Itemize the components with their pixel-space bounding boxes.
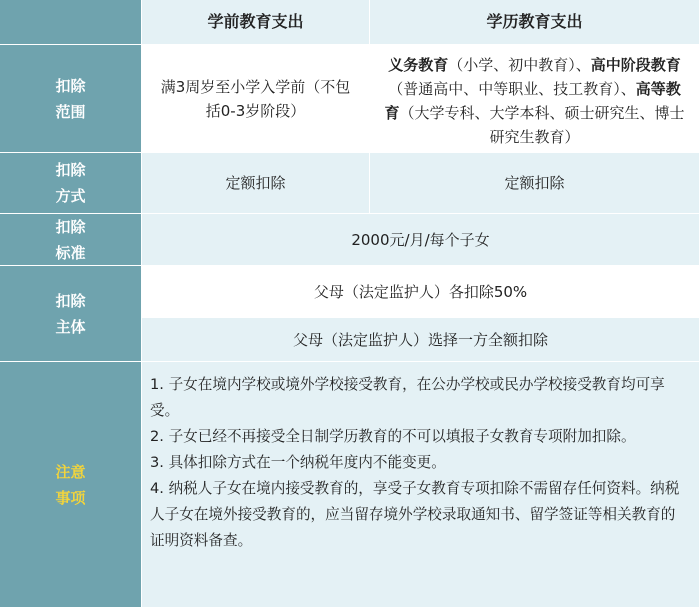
- scope-highschool: 高中阶段教育: [590, 56, 681, 74]
- label-scope: [0, 45, 142, 153]
- label-standard: [0, 214, 142, 266]
- scope-higher: 高等教育: [384, 80, 681, 122]
- method-academic: 定额扣除: [370, 153, 700, 214]
- label-notes: [0, 362, 142, 608]
- header-preschool: 学前教育支出: [142, 0, 370, 45]
- header-corner: [0, 0, 142, 45]
- label-notes-line2: 事项: [55, 488, 86, 507]
- label-subject-line2: 主体: [55, 317, 86, 336]
- scope-academic: [370, 45, 700, 153]
- notes-item-2: 2. 子女已经不再接受全日制学历教育的不可以填报子女教育专项附加扣除。: [150, 428, 636, 445]
- label-standard-line1: 扣除: [55, 217, 86, 236]
- label-method-line2: 方式: [55, 187, 86, 205]
- header-academic: 学历教育支出: [370, 0, 700, 45]
- notes-item-3: 3. 具体扣除方式在一个纳税年度内不能变更。: [150, 454, 446, 471]
- standard-value: 2000元/月/每个子女: [142, 214, 700, 266]
- label-standard-line2: 标准: [55, 243, 86, 262]
- notes-item-4: 4. 纳税人子女在境内接受教育的，享受子女教育专项扣除不需留存任何资料。纳税人子女在境外接受教育的，应当留存境外学校录取通知书、留学签证等相关教育的证明资料备查。: [150, 480, 680, 549]
- scope-highschool-detail: （普通高中、中等职业、技工教育）、: [388, 80, 636, 98]
- notes-item-1: 1. 子女在境内学校或境外学校接受教育，在公办学校或民办学校接受教育均可享受。: [150, 376, 665, 419]
- label-method: [0, 153, 142, 214]
- subject-option-split: 父母（法定监护人）各扣除50%: [142, 266, 700, 318]
- label-method-line1: 扣除: [55, 161, 86, 179]
- label-notes-line1: 注意: [55, 462, 86, 481]
- label-scope-line1: 扣除: [55, 76, 86, 95]
- notes-list: [142, 362, 700, 608]
- subject-option-full: 父母（法定监护人）选择一方全额扣除: [142, 318, 700, 362]
- scope-compulsory: 义务教育: [388, 56, 449, 74]
- scope-preschool: 满3周岁至小学入学前（不包括0-3岁阶段）: [142, 45, 370, 153]
- scope-higher-detail: （大学专科、大学本科、硕士研究生、博士研究生教育）: [399, 104, 685, 146]
- label-subject-line1: 扣除: [55, 291, 86, 310]
- scope-compulsory-detail: （小学、初中教育）、: [448, 56, 591, 74]
- label-subject: [0, 266, 142, 362]
- method-preschool: 定额扣除: [142, 153, 370, 214]
- label-scope-line2: 范围: [55, 102, 86, 121]
